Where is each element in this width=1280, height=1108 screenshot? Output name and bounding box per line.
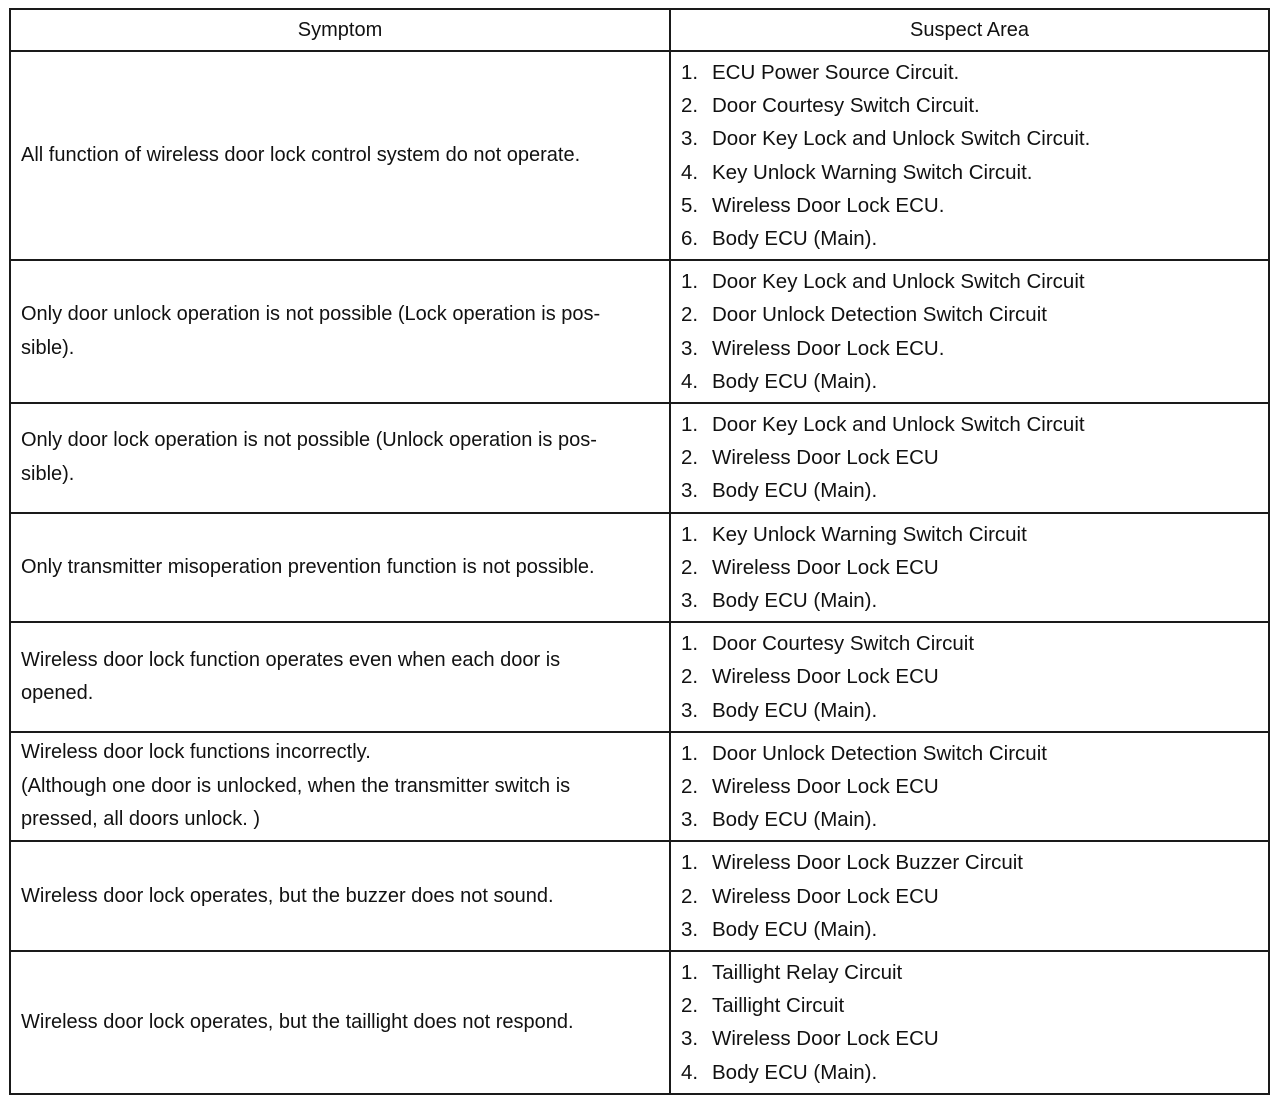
symptom-text: pressed, all doors unlock. ) — [21, 808, 261, 831]
suspect-text: Taillight Relay Circuit — [712, 961, 903, 985]
symptom-cell — [10, 260, 670, 403]
suspect-text: Body ECU (Main). — [712, 589, 878, 613]
symptom-text: All function of wireless door lock control system do not operate. — [21, 143, 581, 166]
suspect-text: Wireless Door Lock ECU — [712, 665, 939, 689]
suspect-text: ECU Power Source Circuit. — [712, 61, 960, 84]
suspect-number: 1. — [681, 522, 699, 546]
suspect-list — [681, 737, 1258, 837]
suspect-area-cell — [670, 732, 1269, 842]
table-row — [10, 403, 1269, 513]
suspect-item — [681, 660, 1258, 693]
symptom-header: Symptom — [10, 9, 670, 51]
suspect-text: Taillight Circuit — [712, 994, 845, 1018]
suspect-item — [681, 222, 1258, 255]
symptom-table — [9, 8, 1270, 1095]
suspect-item — [681, 332, 1258, 365]
suspect-number: 2. — [681, 994, 699, 1018]
suspect-number: 3. — [681, 127, 699, 151]
symptom-text: sible). — [21, 462, 75, 485]
suspect-text: Body ECU (Main). — [712, 808, 878, 832]
suspect-number: 2. — [681, 94, 699, 118]
suspect-number: 6. — [681, 227, 699, 251]
suspect-text: Body ECU (Main). — [712, 698, 878, 722]
table-row — [10, 51, 1269, 260]
suspect-item — [681, 265, 1258, 298]
suspect-number: 3. — [681, 589, 699, 613]
suspect-list — [681, 956, 1258, 1089]
symptom-cell — [10, 951, 670, 1094]
suspect-item — [681, 1022, 1258, 1055]
suspect-area-cell — [670, 51, 1269, 260]
suspect-item — [681, 156, 1258, 189]
symptom-text: Only door lock operation is not possible (Unlock operation is pos- — [21, 429, 597, 452]
suspect-item — [681, 627, 1258, 660]
suspect-text: Door Key Lock and Unlock Switch Circuit — [712, 270, 1085, 294]
suspect-item — [681, 584, 1258, 617]
header-row — [10, 9, 1269, 51]
table-row — [10, 951, 1269, 1094]
symptom-text: Wireless door lock operates, but the taillight does not respond. — [21, 1010, 574, 1033]
suspect-text: Wireless Door Lock ECU — [712, 446, 939, 470]
suspect-item — [681, 846, 1258, 879]
table-row — [10, 260, 1269, 403]
suspect-item — [681, 956, 1258, 989]
symptom-text: (Although one door is unlocked, when the transmitter switch is — [21, 774, 571, 797]
symptom-cell — [10, 622, 670, 732]
suspect-number: 3. — [681, 808, 699, 832]
suspect-number: 4. — [681, 369, 699, 393]
suspect-number: 3. — [681, 1027, 699, 1051]
suspect-text: Wireless Door Lock ECU — [712, 775, 939, 799]
suspect-number: 2. — [681, 303, 699, 327]
suspect-item — [681, 694, 1258, 727]
suspect-number: 3. — [681, 698, 699, 722]
suspect-list — [681, 627, 1258, 727]
suspect-text: Wireless Door Lock ECU — [712, 555, 939, 579]
suspect-item — [681, 122, 1258, 155]
suspect-number: 3. — [681, 336, 699, 360]
suspect-item — [681, 474, 1258, 507]
table-body — [10, 51, 1269, 1094]
suspect-text: Body ECU (Main). — [712, 1060, 878, 1084]
suspect-item — [681, 803, 1258, 836]
suspect-number: 1. — [681, 270, 699, 294]
table-row — [10, 513, 1269, 623]
suspect-number: 4. — [681, 160, 699, 184]
suspect-list — [681, 56, 1258, 255]
suspect-number: 1. — [681, 961, 699, 985]
symptom-cell — [10, 513, 670, 623]
symptom-text: sible). — [21, 336, 75, 359]
suspect-number: 3. — [681, 917, 699, 941]
suspect-item — [681, 298, 1258, 331]
suspect-text: Door Unlock Detection Switch Circuit — [712, 303, 1047, 327]
symptom-text: Wireless door lock functions incorrectly. — [21, 741, 371, 764]
suspect-item — [681, 913, 1258, 946]
symptom-cell — [10, 841, 670, 951]
suspect-item — [681, 56, 1258, 89]
symptom-text: Only transmitter misoperation prevention function is not possible. — [21, 555, 595, 578]
suspect-area-header: Suspect Area — [670, 9, 1269, 51]
suspect-text: Body ECU (Main). — [712, 917, 878, 941]
suspect-number: 2. — [681, 446, 699, 470]
suspect-item — [681, 551, 1258, 584]
table-row — [10, 841, 1269, 951]
suspect-number: 1. — [681, 851, 699, 875]
suspect-text: Wireless Door Lock Buzzer Circuit — [712, 851, 1023, 875]
suspect-number: 5. — [681, 193, 699, 217]
suspect-list — [681, 846, 1258, 946]
suspect-item — [681, 770, 1258, 803]
suspect-area-cell — [670, 403, 1269, 513]
suspect-number: 1. — [681, 413, 699, 437]
suspect-item — [681, 880, 1258, 913]
suspect-item — [681, 441, 1258, 474]
suspect-number: 3. — [681, 479, 699, 503]
suspect-list — [681, 518, 1258, 618]
symptom-text: Wireless door lock operates, but the buzzer does not sound. — [21, 884, 554, 907]
suspect-text: Door Key Lock and Unlock Switch Circuit — [712, 413, 1085, 437]
suspect-area-cell — [670, 841, 1269, 951]
suspect-text: Wireless Door Lock ECU — [712, 884, 939, 908]
suspect-item — [681, 518, 1258, 551]
suspect-area-cell — [670, 622, 1269, 732]
suspect-item — [681, 408, 1258, 441]
suspect-text: Key Unlock Warning Switch Circuit. — [712, 160, 1033, 184]
suspect-text: Door Key Lock and Unlock Switch Circuit. — [712, 127, 1091, 151]
suspect-text: Door Courtesy Switch Circuit. — [712, 94, 980, 118]
suspect-item — [681, 1056, 1258, 1089]
suspect-number: 4. — [681, 1060, 699, 1084]
symptom-text: Only door unlock operation is not possible (Lock operation is pos- — [21, 303, 601, 326]
suspect-area-cell — [670, 951, 1269, 1094]
suspect-text: Body ECU (Main). — [712, 369, 878, 393]
suspect-text: Door Unlock Detection Switch Circuit — [712, 741, 1047, 765]
suspect-text: Door Courtesy Switch Circuit — [712, 632, 975, 656]
suspect-number: 2. — [681, 555, 699, 579]
table-row — [10, 622, 1269, 732]
symptom-cell — [10, 732, 670, 842]
suspect-text: Body ECU (Main). — [712, 227, 878, 251]
symptom-text: opened. — [21, 682, 94, 705]
suspect-number: 1. — [681, 61, 699, 84]
table-row — [10, 732, 1269, 842]
suspect-number: 1. — [681, 741, 699, 765]
suspect-item — [681, 989, 1258, 1022]
suspect-item — [681, 189, 1258, 222]
symptom-text: Wireless door lock function operates even when each door is — [21, 648, 561, 671]
suspect-text: Body ECU (Main). — [712, 479, 878, 503]
suspect-area-cell — [670, 260, 1269, 403]
suspect-number: 2. — [681, 665, 699, 689]
suspect-text: Wireless Door Lock ECU. — [712, 336, 945, 360]
symptom-cell — [10, 51, 670, 260]
symptom-cell — [10, 403, 670, 513]
suspect-list — [681, 408, 1258, 508]
suspect-item — [681, 365, 1258, 398]
suspect-number: 2. — [681, 884, 699, 908]
suspect-number: 1. — [681, 632, 699, 656]
suspect-item — [681, 89, 1258, 122]
suspect-text: Key Unlock Warning Switch Circuit — [712, 522, 1027, 546]
suspect-number: 2. — [681, 775, 699, 799]
suspect-text: Wireless Door Lock ECU — [712, 1027, 939, 1051]
suspect-area-cell — [670, 513, 1269, 623]
suspect-list — [681, 265, 1258, 398]
suspect-text: Wireless Door Lock ECU. — [712, 193, 945, 217]
suspect-item — [681, 737, 1258, 770]
